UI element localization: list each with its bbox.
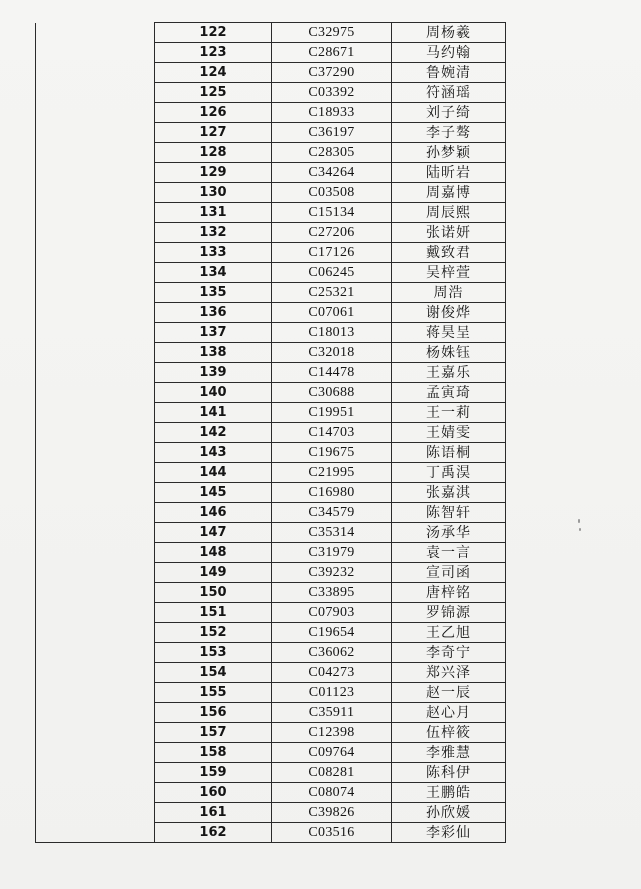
candidate-code: C17126 <box>272 243 392 263</box>
row-number: 128 <box>155 143 272 163</box>
student-name: 杨姝钰 <box>392 343 506 363</box>
student-name: 吴梓萱 <box>392 263 506 283</box>
candidate-code: C06245 <box>272 263 392 283</box>
student-name: 李奇宁 <box>392 643 506 663</box>
candidate-code: C19951 <box>272 403 392 423</box>
candidate-code: C03516 <box>272 823 392 843</box>
student-name: 赵一辰 <box>392 683 506 703</box>
student-name: 宣司函 <box>392 563 506 583</box>
student-name: 周杨羲 <box>392 23 506 43</box>
row-number: 122 <box>155 23 272 43</box>
student-name: 伍梓筱 <box>392 723 506 743</box>
row-number: 126 <box>155 103 272 123</box>
row-number: 130 <box>155 183 272 203</box>
row-number: 153 <box>155 643 272 663</box>
student-name: 蒋昊呈 <box>392 323 506 343</box>
candidate-code: C18013 <box>272 323 392 343</box>
row-number: 159 <box>155 763 272 783</box>
candidate-code: C15134 <box>272 203 392 223</box>
candidate-code: C09764 <box>272 743 392 763</box>
candidate-code: C35314 <box>272 523 392 543</box>
candidate-code: C39232 <box>272 563 392 583</box>
candidate-code: C30688 <box>272 383 392 403</box>
row-number: 125 <box>155 83 272 103</box>
paper-speck <box>579 528 581 531</box>
row-number: 157 <box>155 723 272 743</box>
candidate-code: C36197 <box>272 123 392 143</box>
candidate-code: C28671 <box>272 43 392 63</box>
table-row <box>36 23 506 43</box>
student-name: 周辰熙 <box>392 203 506 223</box>
candidate-code: C01123 <box>272 683 392 703</box>
student-name: 唐梓铭 <box>392 583 506 603</box>
student-name: 郑兴泽 <box>392 663 506 683</box>
student-name: 周浩 <box>392 283 506 303</box>
student-name: 张嘉淇 <box>392 483 506 503</box>
roster-body <box>36 23 506 843</box>
student-name: 王嘉乐 <box>392 363 506 383</box>
candidate-code: C34264 <box>272 163 392 183</box>
row-number: 136 <box>155 303 272 323</box>
row-number: 131 <box>155 203 272 223</box>
row-number: 147 <box>155 523 272 543</box>
student-name: 戴致君 <box>392 243 506 263</box>
candidate-code: C31979 <box>272 543 392 563</box>
student-name: 王婧雯 <box>392 423 506 443</box>
candidate-code: C19675 <box>272 443 392 463</box>
row-number: 124 <box>155 63 272 83</box>
student-name: 罗锦源 <box>392 603 506 623</box>
roster-table <box>35 22 506 843</box>
row-number: 139 <box>155 363 272 383</box>
candidate-code: C25321 <box>272 283 392 303</box>
student-name: 陈科伊 <box>392 763 506 783</box>
row-number: 137 <box>155 323 272 343</box>
student-name: 符涵瑶 <box>392 83 506 103</box>
student-name: 谢俊烨 <box>392 303 506 323</box>
row-number: 148 <box>155 543 272 563</box>
student-name: 袁一言 <box>392 543 506 563</box>
candidate-code: C32975 <box>272 23 392 43</box>
candidate-code: C14703 <box>272 423 392 443</box>
row-number: 123 <box>155 43 272 63</box>
candidate-code: C32018 <box>272 343 392 363</box>
student-name: 孙欣媛 <box>392 803 506 823</box>
student-name: 刘子绮 <box>392 103 506 123</box>
candidate-code: C08281 <box>272 763 392 783</box>
student-name: 汤承华 <box>392 523 506 543</box>
row-number: 162 <box>155 823 272 843</box>
row-number: 156 <box>155 703 272 723</box>
student-name: 王鹏皓 <box>392 783 506 803</box>
candidate-code: C37290 <box>272 63 392 83</box>
row-number: 161 <box>155 803 272 823</box>
row-number: 142 <box>155 423 272 443</box>
row-number: 152 <box>155 623 272 643</box>
row-number: 141 <box>155 403 272 423</box>
candidate-code: C21995 <box>272 463 392 483</box>
row-number: 138 <box>155 343 272 363</box>
student-name: 李彩仙 <box>392 823 506 843</box>
row-number: 140 <box>155 383 272 403</box>
row-number: 133 <box>155 243 272 263</box>
candidate-code: C18933 <box>272 103 392 123</box>
candidate-code: C07903 <box>272 603 392 623</box>
row-number: 160 <box>155 783 272 803</box>
blank-group-cell <box>36 23 155 843</box>
student-name: 陆昕岩 <box>392 163 506 183</box>
row-number: 129 <box>155 163 272 183</box>
candidate-code: C28305 <box>272 143 392 163</box>
student-name: 赵心月 <box>392 703 506 723</box>
candidate-code: C14478 <box>272 363 392 383</box>
row-number: 155 <box>155 683 272 703</box>
student-name: 马约翰 <box>392 43 506 63</box>
row-number: 150 <box>155 583 272 603</box>
candidate-code: C35911 <box>272 703 392 723</box>
candidate-code: C07061 <box>272 303 392 323</box>
student-name: 鲁婉清 <box>392 63 506 83</box>
row-number: 135 <box>155 283 272 303</box>
paper-speck <box>578 519 580 523</box>
student-name: 王乙旭 <box>392 623 506 643</box>
candidate-code: C16980 <box>272 483 392 503</box>
candidate-code: C33895 <box>272 583 392 603</box>
row-number: 151 <box>155 603 272 623</box>
candidate-code: C08074 <box>272 783 392 803</box>
candidate-code: C34579 <box>272 503 392 523</box>
row-number: 158 <box>155 743 272 763</box>
student-name: 张诺妍 <box>392 223 506 243</box>
row-number: 143 <box>155 443 272 463</box>
candidate-code: C12398 <box>272 723 392 743</box>
row-number: 146 <box>155 503 272 523</box>
student-name: 周嘉博 <box>392 183 506 203</box>
candidate-code: C27206 <box>272 223 392 243</box>
student-name: 丁禹淏 <box>392 463 506 483</box>
candidate-code: C04273 <box>272 663 392 683</box>
student-name: 孟寅琦 <box>392 383 506 403</box>
row-number: 144 <box>155 463 272 483</box>
student-name: 孙梦颖 <box>392 143 506 163</box>
student-name: 陈语桐 <box>392 443 506 463</box>
row-number: 127 <box>155 123 272 143</box>
student-name: 陈智轩 <box>392 503 506 523</box>
candidate-code: C36062 <box>272 643 392 663</box>
candidate-code: C03392 <box>272 83 392 103</box>
row-number: 154 <box>155 663 272 683</box>
student-name: 李子骜 <box>392 123 506 143</box>
row-number: 149 <box>155 563 272 583</box>
student-name: 李雅慧 <box>392 743 506 763</box>
candidate-code: C39826 <box>272 803 392 823</box>
row-number: 145 <box>155 483 272 503</box>
student-name: 王一莉 <box>392 403 506 423</box>
row-number: 134 <box>155 263 272 283</box>
candidate-code: C03508 <box>272 183 392 203</box>
candidate-code: C19654 <box>272 623 392 643</box>
row-number: 132 <box>155 223 272 243</box>
